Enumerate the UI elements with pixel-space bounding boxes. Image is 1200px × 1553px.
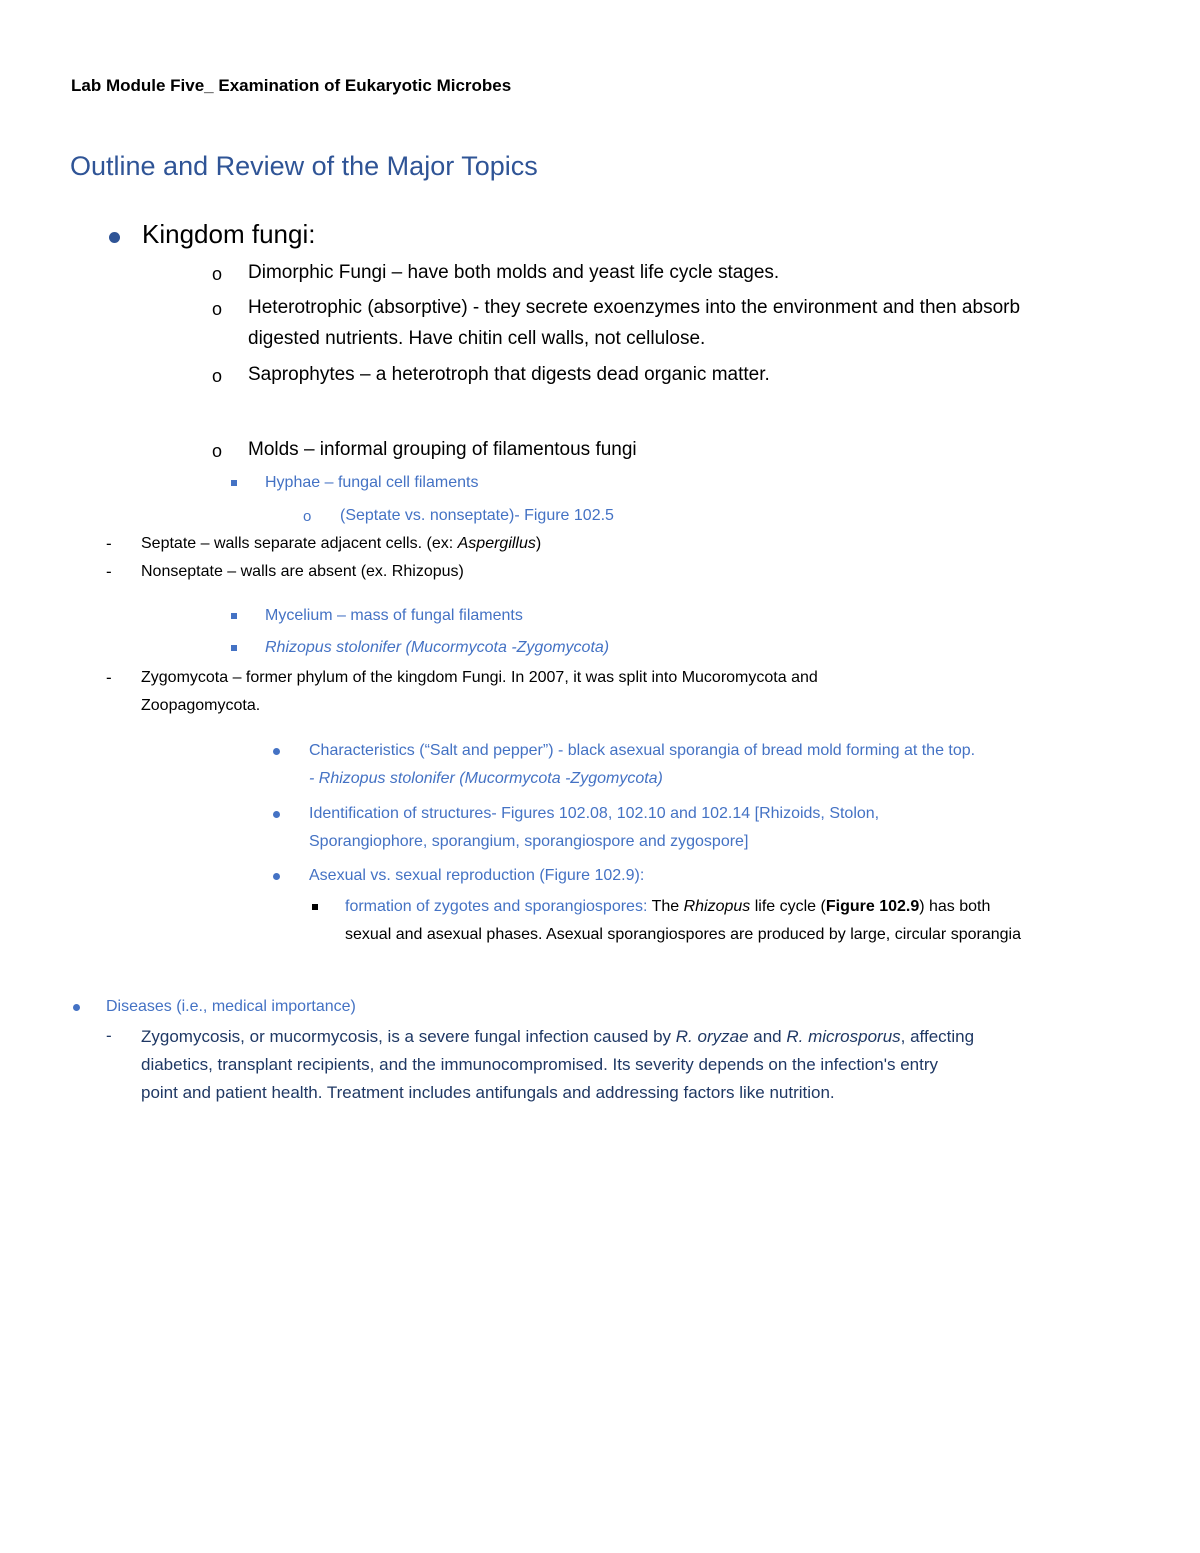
septate-ref-item: (Septate vs. nonseptate)- Figure 102.5 xyxy=(340,507,614,524)
disease-text-a: Zygomycosis, or mucormycosis, is a severe fungal infection caused by xyxy=(141,1027,676,1046)
septate-text: Septate – walls separate adjacent cells. (ex: xyxy=(141,535,458,552)
diseases-para-line2: diabetics, transplant recipients, and the immunocompromised. Its severity depends on the infection's entry xyxy=(141,1055,938,1074)
r-microsporus-text: R. microsporus xyxy=(786,1027,901,1046)
dash-bullet-icon: - xyxy=(106,668,112,687)
zygomycota-item-cont: Zoopagomycota. xyxy=(141,697,261,714)
asexual-item: Asexual vs. sexual reproduction (Figure 102.9): xyxy=(309,867,645,884)
characteristics-item: Characteristics (“Salt and pepper”) - black asexual sporangia of bread mold forming at the top. xyxy=(309,742,976,759)
identification-item-cont: Sporangiophore, sporangium, sporangiospore and zygospore] xyxy=(309,833,749,850)
formation-text-1: The xyxy=(647,898,684,915)
rhizopus-item: Rhizopus stolonifer (Mucormycota -Zygomycota) xyxy=(265,639,610,656)
formation-text-3: ) has both xyxy=(919,898,991,915)
dash-bullet-icon: - xyxy=(106,1026,112,1045)
square-bullet-icon xyxy=(231,613,237,619)
diseases-label: Diseases (i.e., medical importance) xyxy=(106,998,356,1015)
formation-text-2: life cycle ( xyxy=(750,898,826,915)
formation-item xyxy=(345,898,990,916)
zygomycota-item: Zygomycota – former phylum of the kingdom Fungi. In 2007, it was split into Mucoromycota and xyxy=(141,669,818,686)
dash-bullet-icon: - xyxy=(106,562,112,581)
mycelium-item: Mycelium – mass of fungal filaments xyxy=(265,607,523,624)
square-bullet-icon xyxy=(231,480,237,486)
formation-label: formation of zygotes and sporangiospores: xyxy=(345,898,648,915)
saprophytes-item: Saprophytes – a heterotroph that digests dead organic matter. xyxy=(248,364,770,385)
r-oryzae-text: R. oryzae xyxy=(675,1027,749,1046)
rhizopus-genus-text: Rhizopus xyxy=(683,898,751,915)
circle-bullet-icon: o xyxy=(212,366,223,386)
formation-item-cont: sexual and asexual phases. Asexual sporangiospores are produced by large, circular sporangia xyxy=(345,926,1021,943)
disease-text-c: , affecting xyxy=(900,1027,975,1046)
septate-suffix: ) xyxy=(535,535,542,552)
hyphae-item: Hyphae – fungal cell filaments xyxy=(265,474,479,491)
bullet-dot-icon xyxy=(273,873,280,880)
identification-item: Identification of structures- Figures 102.08, 102.10 and 102.14 [Rhizoids, Stolon, xyxy=(309,805,880,822)
section-heading: Outline and Review of the Major Topics xyxy=(70,151,538,181)
dimorphic-fungi-item: Dimorphic Fungi – have both molds and yeast life cycle stages. xyxy=(248,262,780,283)
dash-bullet-icon: - xyxy=(106,534,112,553)
document-title: Lab Module Five_ Examination of Eukaryotic Microbes xyxy=(71,76,512,95)
circle-bullet-icon: o xyxy=(212,299,223,319)
characteristics-sub: - Rhizopus stolonifer (Mucormycota -Zygomycota) xyxy=(309,770,663,787)
bullet-dot-icon xyxy=(273,748,280,755)
heterotrophic-item: Heterotrophic (absorptive) - they secrete exoenzymes into the environment and then absorb xyxy=(248,297,1021,318)
diseases-para-line1 xyxy=(141,1027,974,1047)
circle-bullet-icon: o xyxy=(212,441,223,461)
bullet-dot-icon xyxy=(109,232,120,243)
square-bullet-icon xyxy=(231,645,237,651)
bullet-dot-icon xyxy=(73,1004,80,1011)
diseases-para-line3: point and patient health. Treatment includes antifungals and addressing factors like nutrition. xyxy=(141,1083,835,1102)
nonseptate-item: Nonseptate – walls are absent (ex. Rhizopus) xyxy=(141,563,464,580)
square-bullet-icon xyxy=(312,904,318,910)
circle-bullet-icon: o xyxy=(212,264,223,284)
heterotrophic-item-cont: digested nutrients. Have chitin cell walls, not cellulose. xyxy=(248,328,706,349)
molds-item: Molds – informal grouping of filamentous fungi xyxy=(248,439,637,460)
aspergillus-text: Aspergillus xyxy=(457,535,536,552)
kingdom-fungi-label: Kingdom fungi: xyxy=(142,219,316,249)
septate-item xyxy=(141,535,541,553)
bullet-dot-icon xyxy=(273,811,280,818)
figure-ref-text: Figure 102.9 xyxy=(825,898,920,915)
circle-bullet-icon: o xyxy=(303,508,312,525)
disease-text-b: and xyxy=(748,1027,787,1046)
